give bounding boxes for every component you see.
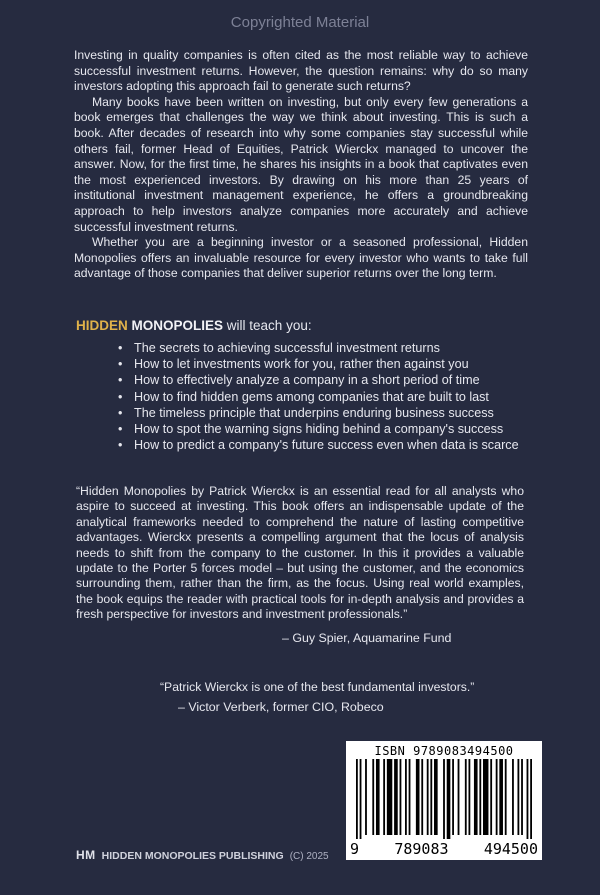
barcode-bar bbox=[383, 759, 385, 835]
barcode-bar bbox=[365, 759, 367, 835]
barcode-bar bbox=[499, 759, 503, 835]
barcode-bar bbox=[434, 759, 438, 835]
barcode-bar bbox=[427, 759, 429, 835]
barcode-bar bbox=[372, 759, 374, 835]
barcode-bar bbox=[405, 759, 407, 835]
isbn-barcode bbox=[346, 741, 542, 860]
teach-heading-rest: will teach you: bbox=[223, 318, 312, 333]
teach-heading bbox=[76, 318, 312, 333]
bullet-icon: • bbox=[118, 422, 123, 437]
barcode-bar bbox=[416, 759, 420, 835]
bullet-icon: • bbox=[118, 341, 123, 355]
bullet-icon: • bbox=[118, 389, 123, 404]
copyright-text: (C) 2025 bbox=[289, 851, 329, 862]
list-item bbox=[118, 421, 519, 437]
barcode-bar bbox=[387, 759, 392, 835]
barcode-bar bbox=[447, 759, 451, 839]
barcode-bar bbox=[376, 759, 380, 835]
barcode-digit-group: 494500 bbox=[483, 840, 538, 858]
list-item-text: The timeless principle that underpins enduring business success bbox=[134, 405, 494, 420]
teach-heading-hidden: HIDDEN bbox=[76, 318, 128, 333]
list-item-text: How to find hidden gems among companies that are built to last bbox=[134, 389, 489, 404]
intro-paragraph: Many books have been written on investing, but only every few generations a book emerges that challenges the way we think about investing. This is such a book. After decades of research into why some companies stay successful while others fail, former Head of Equities, Patrick Wierckx managed to uncover the answer. Now, for the first time, he shares his insights in a book that captivates even the most experienced investors. By drawing on his more than 25 years of institutional investment management experience, he offers a groundbreaking approach to help investors analyze companies more accurately and achieve successful investment returns. bbox=[74, 94, 528, 234]
bullet-icon: • bbox=[118, 438, 123, 453]
list-item-text: How to predict a company's future success even when data is scarce bbox=[134, 438, 519, 453]
publisher-name: HIDDEN MONOPOLIES PUBLISHING bbox=[101, 850, 284, 862]
barcode-bar bbox=[521, 759, 523, 835]
list-item bbox=[118, 389, 519, 405]
bullet-icon: • bbox=[118, 357, 123, 372]
intro-paragraph: Investing in quality companies is often cited as the most reliable way to achieve successful investment returns. However, the question remains: why do so many investors adopting this approach fail to generate such returns? bbox=[74, 48, 528, 94]
barcode-bar bbox=[465, 759, 467, 835]
list-item bbox=[118, 405, 519, 421]
barcode-bar bbox=[505, 759, 507, 835]
isbn-label: ISBN 9789083494500 bbox=[374, 744, 514, 758]
list-item bbox=[118, 372, 519, 388]
list-item bbox=[118, 340, 519, 356]
barcode-bar bbox=[530, 759, 532, 839]
barcode-digits bbox=[350, 840, 538, 858]
barcode-bar bbox=[479, 759, 481, 835]
endorsement-attribution: – Guy Spier, Aquamarine Fund bbox=[282, 631, 452, 645]
barcode-bar bbox=[527, 759, 529, 839]
barcode-bar bbox=[468, 759, 470, 835]
endorsement-attribution-short: – Victor Verberk, former CIO, Robeco bbox=[178, 700, 384, 714]
barcode-bar bbox=[490, 759, 492, 835]
list-item-text: How to let investments work for you, rather then against you bbox=[134, 357, 469, 372]
barcode-bar bbox=[400, 759, 402, 835]
barcode-bar bbox=[474, 759, 478, 835]
publisher-footer bbox=[76, 848, 329, 862]
barcode-bar bbox=[496, 759, 498, 835]
list-item-text: How to spot the warning signs hiding behind a company's success bbox=[134, 422, 504, 437]
barcode-bar bbox=[360, 759, 362, 839]
barcode-bar bbox=[443, 759, 445, 839]
barcode-digit-group: 789083 bbox=[394, 840, 449, 858]
barcode-bars-icon bbox=[356, 759, 532, 839]
bullet-icon: • bbox=[118, 405, 123, 420]
intro-text bbox=[74, 48, 528, 282]
teach-list bbox=[118, 340, 519, 453]
endorsement-quote-short: “Patrick Wierckx is one of the best fundamental investors.” bbox=[160, 680, 475, 694]
barcode-bar bbox=[452, 759, 454, 835]
list-item bbox=[118, 437, 519, 453]
barcode-bar bbox=[421, 759, 423, 835]
barcode-bar bbox=[356, 759, 358, 839]
endorsement-quote bbox=[76, 484, 524, 623]
list-item-text: How to effectively analyze a company in a short period of time bbox=[134, 373, 480, 388]
barcode-bar bbox=[517, 759, 519, 835]
barcode-bar bbox=[483, 759, 488, 835]
list-item bbox=[118, 356, 519, 372]
endorsement-quote-text: “Hidden Monopolies by Patrick Wierckx is an essential read for all analysts who aspire to succeed at investing. This book offers an indispensable update of the analytical frameworks needed to comprehend the nature of lasting competitive advantages. Wierckx presents a compelling argument that the locus of analysis needs to shift from the company to the customer. In this it provides a valuable update to the Porter 5 forces model – but using the customer, and the economics surrounding them, rather than the firm, as the focus. Using real world examples, the book equips the reader with practical tools for in-depth analysis and provides a fresh perspective for investors and investment professionals.” bbox=[76, 484, 524, 622]
watermark-text: Copyrighted Material bbox=[230, 14, 370, 31]
barcode-bar bbox=[409, 759, 411, 835]
barcode-digit-group: 9 bbox=[350, 840, 360, 858]
list-item-text: The secrets to achieving successful investment returns bbox=[134, 341, 440, 355]
bullet-icon: • bbox=[118, 373, 123, 388]
publisher-logo: HM bbox=[76, 848, 96, 862]
intro-paragraph: Whether you are a beginning investor or a seasoned professional, Hidden Monopolies offers an invaluable resource for every investor who wants to take full advantage of those companies that deliver superior returns over the long term. bbox=[74, 235, 528, 281]
barcode-bar bbox=[458, 759, 460, 835]
barcode-bar bbox=[394, 759, 398, 835]
barcode-bar bbox=[512, 759, 514, 835]
barcode-bar bbox=[430, 759, 432, 835]
teach-heading-monopolies: MONOPOLIES bbox=[131, 318, 224, 333]
